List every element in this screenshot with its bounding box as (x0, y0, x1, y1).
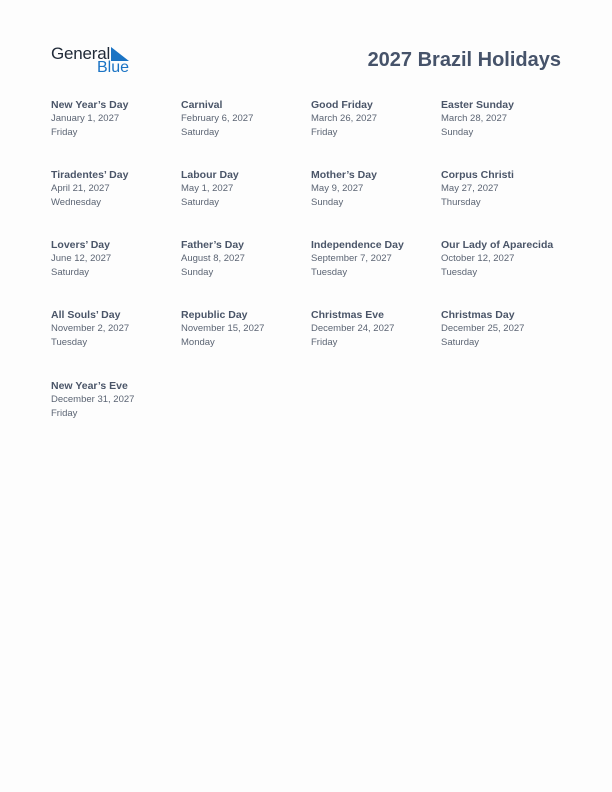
holiday-weekday: Tuesday (311, 267, 348, 278)
holiday-name: Lovers’ Day (51, 239, 110, 251)
holiday-weekday: Saturday (441, 337, 480, 348)
holiday-date: March 26, 2027 (311, 113, 378, 124)
holiday-name: Corpus Christi (441, 169, 514, 181)
holiday-name: Christmas Day (441, 309, 515, 321)
generalblue-logo (51, 44, 141, 78)
holiday-card (441, 239, 569, 280)
holiday-card (181, 239, 309, 280)
holiday-date: April 21, 2027 (51, 183, 110, 194)
holiday-card (441, 309, 569, 350)
holiday-name: Easter Sunday (441, 99, 514, 111)
holiday-weekday: Thursday (441, 197, 481, 208)
holiday-date: January 1, 2027 (51, 113, 120, 124)
holiday-date: June 12, 2027 (51, 253, 112, 264)
holiday-weekday: Sunday (181, 267, 214, 278)
holiday-card (181, 99, 309, 140)
holiday-card (311, 169, 439, 210)
holiday-card (51, 169, 179, 210)
holiday-card (181, 169, 309, 210)
page-title: 2027 Brazil Holidays (367, 49, 561, 71)
holiday-weekday: Sunday (441, 127, 474, 138)
holiday-date: December 24, 2027 (311, 323, 395, 334)
holiday-date: May 9, 2027 (311, 183, 364, 194)
holiday-date: November 2, 2027 (51, 323, 130, 334)
holiday-name: New Year’s Eve (51, 380, 128, 392)
holiday-date: May 1, 2027 (181, 183, 234, 194)
holiday-date: September 7, 2027 (311, 253, 392, 264)
holiday-weekday: Monday (181, 337, 215, 348)
holiday-card (51, 239, 179, 280)
holiday-name: Tiradentes’ Day (51, 169, 129, 181)
holiday-date: December 25, 2027 (441, 323, 525, 334)
holiday-date: August 8, 2027 (181, 253, 245, 264)
holiday-card (311, 99, 439, 140)
holiday-weekday: Friday (311, 337, 338, 348)
holiday-weekday: Friday (311, 127, 338, 138)
logo-word-general: General (51, 44, 111, 63)
holiday-name: Father’s Day (181, 239, 245, 251)
holiday-name: All Souls’ Day (51, 309, 121, 321)
holiday-weekday: Friday (51, 127, 78, 138)
holiday-name: Our Lady of Aparecida (441, 239, 554, 251)
holiday-weekday: Saturday (181, 197, 220, 208)
holiday-name: Mother’s Day (311, 169, 377, 181)
holiday-card (51, 380, 179, 421)
holiday-weekday: Saturday (181, 127, 220, 138)
holiday-weekday: Saturday (51, 267, 90, 278)
holiday-weekday: Wednesday (51, 197, 101, 208)
holiday-date: March 28, 2027 (441, 113, 508, 124)
holiday-card (441, 169, 569, 210)
holiday-card (311, 239, 439, 280)
holiday-weekday: Tuesday (51, 337, 88, 348)
holiday-weekday: Sunday (311, 197, 344, 208)
holiday-card (51, 309, 179, 350)
holiday-card (441, 99, 569, 140)
holiday-name: New Year’s Day (51, 99, 129, 111)
holiday-date: December 31, 2027 (51, 394, 135, 405)
holiday-name: Labour Day (181, 169, 239, 181)
holiday-date: February 6, 2027 (181, 113, 254, 124)
holiday-weekday: Tuesday (441, 267, 478, 278)
holiday-name: Republic Day (181, 309, 248, 321)
holiday-weekday: Friday (51, 408, 78, 419)
holiday-date: November 15, 2027 (181, 323, 265, 334)
holiday-card (51, 99, 179, 140)
holiday-date: May 27, 2027 (441, 183, 499, 194)
holiday-name: Independence Day (311, 239, 404, 251)
holiday-name: Christmas Eve (311, 309, 384, 321)
holiday-card (311, 309, 439, 350)
holiday-card (181, 309, 309, 350)
holiday-date: October 12, 2027 (441, 253, 515, 264)
holiday-name: Good Friday (311, 99, 373, 111)
logo-word-blue: Blue (97, 59, 130, 76)
holiday-name: Carnival (181, 99, 223, 111)
